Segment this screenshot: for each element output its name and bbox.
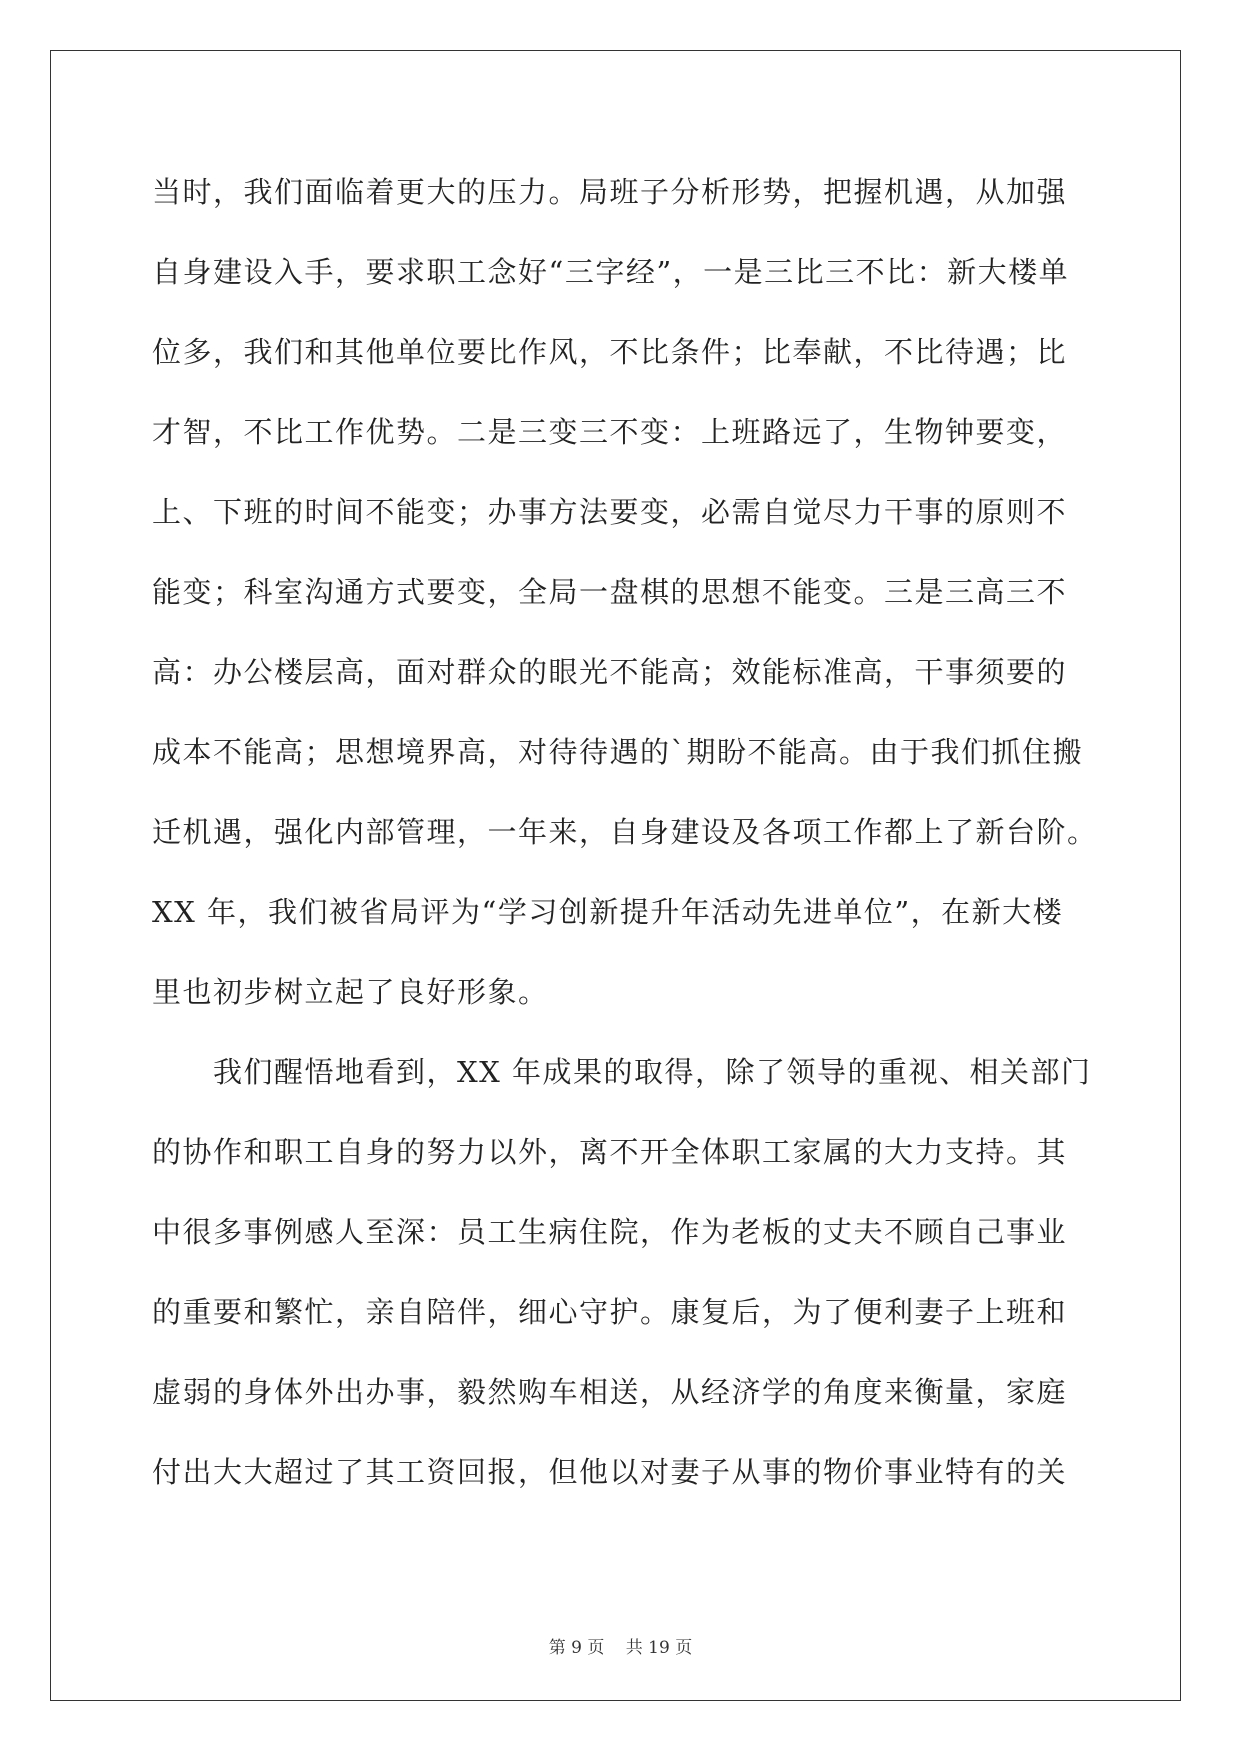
text-line: 高：办公楼层高，面对群众的眼光不能高；效能标准高，干事须要的 [152,655,1068,689]
text-line: 迁机遇，强化内部管理，一年来，自身建设及各项工作都上了新台阶。 [152,815,1098,849]
text-line: 当时，我们面临着更大的压力。局班子分析形势，把握机遇，从加强 [152,175,1068,209]
text-line: 虚弱的身体外出办事，毅然购车相送，从经济学的角度来衡量，家庭 [152,1375,1068,1409]
page-total: 共 19 页 [625,1638,693,1658]
text-line: 付出大大超过了其工资回报，但他以对妻子从事的物价事业特有的关 [152,1455,1068,1489]
text-line: 才智，不比工作优势。二是三变三不变：上班路远了，生物钟要变， [152,415,1068,449]
text-line: 的协作和职工自身的努力以外，离不开全体职工家属的大力支持。其 [152,1135,1068,1169]
text-line: XX 年，我们被省局评为“学习创新提升年活动先进单位”，在新大楼 [152,895,1064,929]
text-line: 自身建设入手，要求职工念好“三字经”，一是三比三不比：新大楼单 [152,255,1070,289]
text-line: 位多，我们和其他单位要比作风，不比条件；比奉献，不比待遇；比 [152,335,1068,369]
page-number: 第 9 页 [548,1638,605,1658]
text-line: 的重要和繁忙，亲自陪伴，细心守护。康复后，为了便利妻子上班和 [152,1295,1068,1329]
text-line: 中很多事例感人至深：员工生病住院，作为老板的丈夫不顾自己事业 [152,1215,1068,1249]
text-line: 上、下班的时间不能变；办事方法要变，必需自觉尽力干事的原则不 [152,495,1068,529]
paragraph-start-line: 我们醒悟地看到，XX 年成果的取得，除了领导的重视、相关部门 [213,1055,1092,1089]
document-body [152,162,1098,1522]
text-line: 成本不能高；思想境界高，对待待遇的`期盼不能高。由于我们抓住搬 [152,735,1084,769]
text-line: 里也初步树立起了良好形象。 [152,975,549,1009]
page-footer [0,1633,1241,1658]
text-line: 能变；科室沟通方式要变，全局一盘棋的思想不能变。三是三高三不 [152,575,1068,609]
